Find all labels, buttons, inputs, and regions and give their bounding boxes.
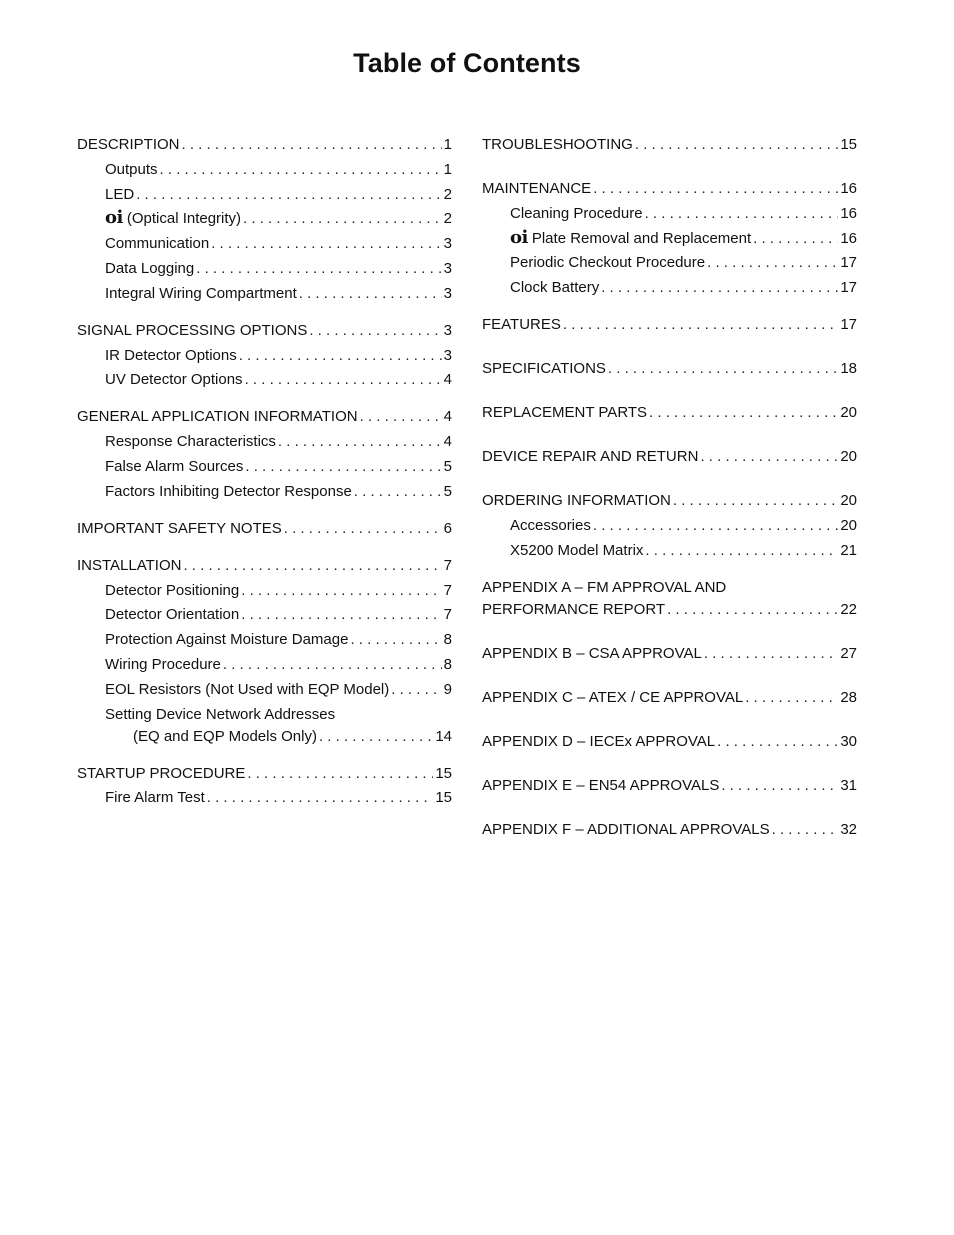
toc-entry-page: 4 xyxy=(443,408,452,426)
toc-entry-page: 8 xyxy=(443,631,452,649)
toc-subentry[interactable] xyxy=(77,656,452,674)
toc-entry[interactable] xyxy=(482,645,857,663)
toc-subentry[interactable] xyxy=(482,279,857,297)
toc-entry-page: 3 xyxy=(443,259,452,277)
leader-dots xyxy=(136,186,441,204)
toc-entry-page: 3 xyxy=(443,346,452,364)
leader-dots xyxy=(183,557,441,575)
toc-entry-page: 5 xyxy=(443,482,452,500)
leader-dots xyxy=(667,601,838,619)
toc-entry-page: 16 xyxy=(840,180,857,197)
toc-entry[interactable] xyxy=(482,777,857,795)
toc-entry-page: 15 xyxy=(435,764,452,782)
leader-dots xyxy=(196,260,441,278)
toc-entry-label: SPECIFICATIONS xyxy=(482,360,606,378)
leader-dots xyxy=(360,408,442,426)
toc-subentry[interactable] xyxy=(482,254,857,272)
toc-entry-page: 3 xyxy=(443,321,452,339)
toc-section-appendix-e xyxy=(482,777,857,795)
toc-entry-label-with-icon xyxy=(510,226,752,248)
leader-dots xyxy=(391,681,441,699)
toc-entry-label: APPENDIX E – EN54 APPROVALS xyxy=(482,776,720,794)
toc-entry-label: UV Detector Options xyxy=(105,371,243,389)
leader-dots xyxy=(721,777,838,795)
toc-subentry[interactable] xyxy=(77,260,452,278)
leader-dots xyxy=(241,582,441,600)
toc-entry-label: False Alarm Sources xyxy=(105,457,244,475)
toc-subentry[interactable] xyxy=(77,458,452,476)
toc-right-column xyxy=(482,136,857,858)
toc-entry-label: X5200 Model Matrix xyxy=(510,541,644,559)
toc-entry-page: 5 xyxy=(443,457,452,475)
toc-subentry[interactable] xyxy=(77,371,452,389)
toc-section-installation xyxy=(77,557,452,746)
toc-entry-label: ORDERING INFORMATION xyxy=(482,492,671,510)
toc-entry-label: Factors Inhibiting Detector Response xyxy=(105,482,352,500)
toc-entry-page: 9 xyxy=(443,680,452,698)
toc-section-appendix-c xyxy=(482,689,857,707)
toc-entry[interactable] xyxy=(77,765,452,783)
leader-dots xyxy=(745,689,838,707)
toc-entry-label: SIGNAL PROCESSING OPTIONS xyxy=(77,321,308,339)
toc-subentry[interactable] xyxy=(482,205,857,223)
leader-dots xyxy=(354,483,442,501)
toc-entry-page: 14 xyxy=(435,727,452,745)
leader-dots xyxy=(635,136,838,154)
toc-entry-label: Protection Against Moisture Damage xyxy=(105,631,349,649)
toc-entry[interactable] xyxy=(482,360,857,378)
toc-left-column xyxy=(77,136,452,826)
toc-section-repair xyxy=(482,448,857,466)
toc-entry-label: Clock Battery xyxy=(510,279,600,297)
toc-subentry[interactable] xyxy=(482,226,857,248)
leader-dots xyxy=(704,645,838,663)
toc-entry-page: 15 xyxy=(840,136,857,153)
toc-entry-label: DESCRIPTION xyxy=(77,136,180,153)
leader-dots xyxy=(241,606,441,624)
toc-entry-page: 1 xyxy=(443,160,452,178)
toc-entry-label: EOL Resistors (Not Used with EQP Model) xyxy=(105,680,390,698)
toc-entry-page: 16 xyxy=(840,204,857,222)
toc-entry-label: Fire Alarm Test xyxy=(105,789,205,807)
toc-entry-label: Plate Removal and Replacement xyxy=(531,229,752,247)
toc-entry-label: INSTALLATION xyxy=(77,556,182,574)
leader-dots xyxy=(211,235,441,253)
toc-entry-page: 2 xyxy=(443,210,452,228)
toc-subentry[interactable] xyxy=(77,186,452,204)
toc-subentry[interactable] xyxy=(77,631,452,649)
toc-entry-label: Periodic Checkout Procedure xyxy=(510,254,706,272)
toc-entry-page: 16 xyxy=(840,229,857,247)
leader-dots xyxy=(593,180,838,198)
toc-entry-page: 1 xyxy=(443,136,452,153)
toc-entry-page: 21 xyxy=(840,541,857,559)
toc-entry[interactable] xyxy=(77,322,452,340)
toc-entry-label: APPENDIX B – CSA APPROVAL xyxy=(482,644,702,662)
toc-entry-page: 7 xyxy=(443,606,452,624)
leader-dots xyxy=(182,136,442,154)
toc-entry[interactable] xyxy=(482,492,857,510)
toc-subentry[interactable] xyxy=(77,347,452,365)
toc-entry-label: Response Characteristics xyxy=(105,433,276,451)
toc-subentry[interactable] xyxy=(77,728,452,746)
toc-entry-label: GENERAL APPLICATION INFORMATION xyxy=(77,408,358,426)
toc-entry-page: 27 xyxy=(840,644,857,662)
toc-entry-label: TROUBLESHOOTING xyxy=(482,136,633,153)
toc-entry-page: 22 xyxy=(840,600,857,618)
toc-entry-page: 3 xyxy=(443,235,452,253)
toc-subentry[interactable] xyxy=(77,285,452,303)
toc-subentry[interactable] xyxy=(77,433,452,451)
toc-section-appendix-d xyxy=(482,733,857,751)
page-title: Table of Contents xyxy=(353,48,581,78)
toc-subentry[interactable] xyxy=(77,606,452,624)
leader-dots xyxy=(673,492,838,510)
toc-section-features xyxy=(482,316,857,334)
toc-entry-label: Wiring Procedure xyxy=(105,655,221,673)
toc-section-signal-processing xyxy=(77,322,452,390)
toc-entry-page: 20 xyxy=(840,448,857,466)
toc-entry-page: 3 xyxy=(443,284,452,302)
toc-section-specifications xyxy=(482,360,857,378)
leader-dots xyxy=(753,230,838,248)
toc-entry-label: Detector Orientation xyxy=(105,606,240,624)
toc-entry-heading-line[interactable]: APPENDIX A – FM APPROVAL AND xyxy=(482,578,727,596)
toc-entry[interactable] xyxy=(482,733,857,751)
toc-entry-page: 4 xyxy=(443,371,452,389)
toc-section-safety xyxy=(77,520,452,538)
toc-section-replacement-parts xyxy=(482,404,857,422)
toc-entry-label: Detector Positioning xyxy=(105,581,240,599)
toc-subentry[interactable] xyxy=(482,517,857,535)
toc-entry-label: Integral Wiring Compartment xyxy=(105,284,297,302)
toc-entry-page: 17 xyxy=(840,254,857,272)
toc-entry-label: IMPORTANT SAFETY NOTES xyxy=(77,519,282,537)
toc-entry-label: FEATURES xyxy=(482,316,561,334)
toc-entry-label: (EQ and EQP Models Only) xyxy=(133,727,317,745)
leader-dots xyxy=(593,517,838,535)
leader-dots xyxy=(649,404,838,422)
toc-entry[interactable] xyxy=(482,404,857,422)
toc-section-maintenance xyxy=(482,180,857,297)
leader-dots xyxy=(207,789,434,807)
toc-section-startup xyxy=(77,765,452,808)
toc-entry-page: 4 xyxy=(443,433,452,451)
toc-entry[interactable] xyxy=(77,520,452,538)
leader-dots xyxy=(299,285,442,303)
toc-subentry[interactable] xyxy=(77,582,452,600)
toc-entry-label: DEVICE REPAIR AND RETURN xyxy=(482,448,699,466)
leader-dots xyxy=(309,322,441,340)
toc-subentry[interactable] xyxy=(77,789,452,807)
toc-subentry-heading[interactable]: Setting Device Network Addresses xyxy=(105,705,336,723)
toc-entry-label: Data Logging xyxy=(105,259,195,277)
leader-dots xyxy=(243,210,442,228)
toc-entry[interactable] xyxy=(482,821,857,839)
leader-dots xyxy=(160,161,442,179)
toc-entry[interactable] xyxy=(482,448,857,466)
toc-entry-page: 30 xyxy=(840,732,857,750)
toc-subentry[interactable] xyxy=(77,235,452,253)
toc-section-appendix-f xyxy=(482,821,857,839)
toc-entry-page: 2 xyxy=(443,185,452,203)
leader-dots xyxy=(772,821,839,839)
toc-section-description xyxy=(77,136,452,303)
toc-subentry[interactable] xyxy=(77,207,452,229)
toc-entry-page: 32 xyxy=(840,820,857,838)
leader-dots xyxy=(223,656,442,674)
leader-dots xyxy=(247,765,433,783)
oi-icon: oi xyxy=(105,207,123,229)
toc-entry-label: REPLACEMENT PARTS xyxy=(482,404,648,422)
toc-subentry[interactable] xyxy=(482,542,857,560)
toc-entry-page: 7 xyxy=(443,581,452,599)
leader-dots xyxy=(278,433,442,451)
leader-dots xyxy=(284,520,442,538)
toc-entry[interactable] xyxy=(482,180,857,198)
leader-dots xyxy=(601,279,838,297)
toc-entry-label: PERFORMANCE REPORT xyxy=(482,600,666,618)
toc-subentry[interactable] xyxy=(77,483,452,501)
toc-entry-page: 7 xyxy=(443,556,452,574)
toc-entry-page: 15 xyxy=(435,789,452,807)
toc-entry-page: 17 xyxy=(840,316,857,334)
toc-section-appendix-a xyxy=(482,579,857,619)
leader-dots xyxy=(245,371,442,389)
toc-entry[interactable] xyxy=(482,316,857,334)
toc-entry-label: IR Detector Options xyxy=(105,346,237,364)
toc-section-appendix-b xyxy=(482,645,857,663)
toc-entry-page: 17 xyxy=(840,279,857,297)
leader-dots xyxy=(563,316,838,334)
toc-entry[interactable] xyxy=(482,601,857,619)
toc-entry-label: (Optical Integrity) xyxy=(126,210,242,228)
toc-entry-label: STARTUP PROCEDURE xyxy=(77,764,246,782)
leader-dots xyxy=(707,254,838,272)
leader-dots xyxy=(645,542,838,560)
toc-entry-label: Communication xyxy=(105,235,210,253)
toc-entry-page: 18 xyxy=(840,360,857,378)
leader-dots xyxy=(239,347,442,365)
toc-entry-label-with-icon xyxy=(105,209,241,228)
toc-entry[interactable] xyxy=(77,136,452,154)
toc-entry-page: 28 xyxy=(840,688,857,706)
toc-entry-page: 20 xyxy=(840,492,857,510)
toc-entry-label: LED xyxy=(105,185,135,203)
toc-subentry[interactable] xyxy=(77,161,452,179)
toc-entry-page: 20 xyxy=(840,404,857,422)
leader-dots xyxy=(645,205,839,223)
toc-entry-label: MAINTENANCE xyxy=(482,180,592,197)
toc-entry-label: APPENDIX D – IECEx APPROVAL xyxy=(482,732,716,750)
toc-section-general-application xyxy=(77,408,452,500)
toc-entry[interactable] xyxy=(77,557,452,575)
toc-entry-page: 8 xyxy=(443,655,452,673)
leader-dots xyxy=(350,631,441,649)
toc-subentry[interactable] xyxy=(77,681,452,699)
leader-dots xyxy=(319,728,433,746)
toc-entry[interactable] xyxy=(77,408,452,426)
toc-entry[interactable] xyxy=(482,136,857,154)
toc-entry-page: 20 xyxy=(840,516,857,534)
leader-dots xyxy=(700,448,838,466)
oi-icon: oi xyxy=(510,226,528,248)
toc-entry-page: 31 xyxy=(840,776,857,794)
leader-dots xyxy=(245,458,441,476)
toc-section-troubleshooting xyxy=(482,136,857,154)
toc-entry-label: APPENDIX C – ATEX / CE APPROVAL xyxy=(482,688,744,706)
toc-entry-label: Outputs xyxy=(105,160,158,178)
toc-entry-label: Accessories xyxy=(510,516,591,534)
leader-dots xyxy=(717,733,838,751)
toc-entry-label: Cleaning Procedure xyxy=(510,204,643,222)
toc-entry[interactable] xyxy=(482,689,857,707)
leader-dots xyxy=(608,360,838,378)
toc-entry-page: 6 xyxy=(443,519,452,537)
toc-entry-label: APPENDIX F – ADDITIONAL APPROVALS xyxy=(482,820,770,838)
toc-section-ordering xyxy=(482,492,857,560)
